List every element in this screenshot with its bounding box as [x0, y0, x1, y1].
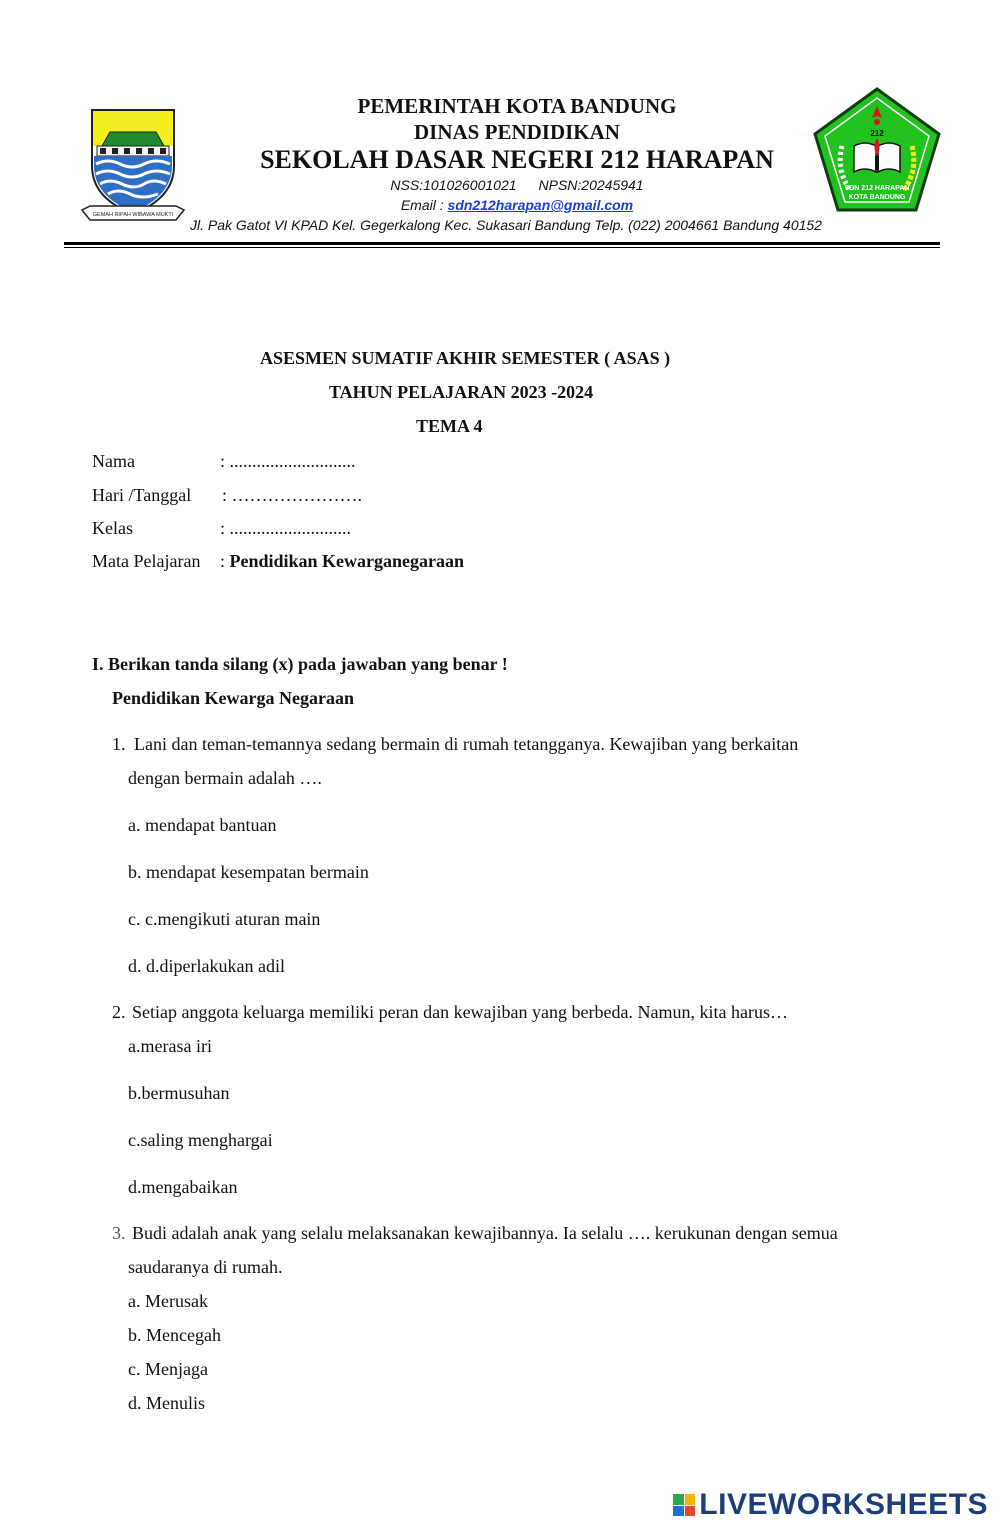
question-number: 1.	[112, 734, 126, 754]
header-divider-thin	[64, 247, 940, 248]
logo-number: 212	[870, 129, 884, 138]
email-link[interactable]: sdn212harapan@gmail.com	[447, 197, 634, 213]
header-nss: NSS:101026001021	[390, 177, 517, 193]
question-1-line2: dengan bermain adalah ….	[128, 768, 322, 788]
field-value[interactable]: : ...........................	[220, 518, 352, 538]
field-value[interactable]: : ………………….	[222, 485, 363, 505]
header-email-label: Email :	[400, 197, 444, 213]
question-2	[112, 1002, 788, 1023]
section-instruction: I. Berikan tanda silang (x) pada jawaban yang benar !	[92, 654, 508, 674]
field-colon: :	[220, 551, 230, 571]
question-3	[112, 1223, 838, 1244]
q3-option-b[interactable]: b. Mencegah	[128, 1325, 221, 1345]
header-school-name: SEKOLAH DASAR NEGERI 212 HARAPAN	[260, 145, 774, 174]
section-subject: Pendidikan Kewarga Negaraan	[112, 688, 355, 708]
header-npsn: NPSN:20245941	[538, 177, 644, 193]
header-divider	[64, 242, 940, 245]
q2-option-b[interactable]: b.bermusuhan	[128, 1083, 230, 1103]
watermark-text: LIVEWORKSHEETS	[699, 1488, 988, 1521]
question-3-line2: saudaranya di rumah.	[128, 1257, 283, 1277]
field-label: Mata Pelajaran	[92, 551, 201, 571]
field-name	[92, 451, 356, 472]
q1-option-c[interactable]: c. c.mengikuti aturan main	[128, 909, 321, 929]
question-number: 2.	[112, 1002, 126, 1022]
q2-option-d[interactable]: d.mengabaikan	[128, 1177, 238, 1197]
q2-option-c[interactable]: c.saling menghargai	[128, 1130, 273, 1150]
field-value: Pendidikan Kewarganegaraan	[229, 551, 465, 571]
q3-option-a[interactable]: a. Merusak	[128, 1291, 208, 1311]
header-email-row	[0, 197, 1000, 213]
liveworksheets-watermark	[673, 1488, 988, 1522]
field-date	[92, 485, 362, 506]
exam-title: ASESMEN SUMATIF AKHIR SEMESTER ( ASAS )	[260, 348, 671, 368]
header-government: PEMERINTAH KOTA BANDUNG	[357, 94, 677, 118]
field-label: Kelas	[92, 518, 133, 538]
q1-option-a[interactable]: a. mendapat bantuan	[128, 815, 277, 835]
q1-option-b[interactable]: b. mendapat kesempatan bermain	[128, 862, 369, 882]
question-1	[112, 734, 798, 755]
liveworksheets-logo-icon	[673, 1494, 695, 1516]
question-number: 3.	[112, 1223, 126, 1243]
header-department: DINAS PENDIDIKAN	[414, 120, 620, 144]
logo-motto: GEMAH RIPAH WIBAWA MUKTI	[92, 212, 174, 218]
question-text: Setiap anggota keluarga memiliki peran dan kewajiban yang berbeda. Namun, kita harus…	[132, 1002, 788, 1022]
q1-option-d[interactable]: d. d.diperlakukan adil	[128, 956, 285, 976]
field-class	[92, 518, 351, 539]
field-value[interactable]: : ............................	[220, 451, 356, 471]
header-address: Jl. Pak Gatot VI KPAD Kel. Gegerkalong Kec. Sukasari Bandung Telp. (022) 2004661 Bandung 40152	[190, 217, 822, 233]
exam-year: TAHUN PELAJARAN 2023 -2024	[329, 382, 594, 402]
field-label: Hari /Tanggal	[92, 485, 192, 505]
q3-option-d[interactable]: d. Menulis	[128, 1393, 206, 1413]
logo-text-line2: KOTA BANDUNG	[848, 194, 906, 201]
field-subject	[92, 551, 464, 572]
q2-option-a[interactable]: a.merasa iri	[128, 1036, 212, 1056]
logo-text-line1: SDN 212 HARAPAN	[844, 185, 910, 192]
exam-theme: TEMA 4	[416, 416, 483, 436]
question-text: Lani dan teman-temannya sedang bermain di rumah tetangganya. Kewajiban yang berkaitan	[134, 734, 799, 754]
question-text: Budi adalah anak yang selalu melaksanakan kewajibannya. Ia selalu …. kerukunan dengan semua	[132, 1223, 838, 1243]
q3-option-c[interactable]: c. Menjaga	[128, 1359, 208, 1379]
header-ids	[0, 177, 1000, 193]
field-label: Nama	[92, 451, 135, 471]
